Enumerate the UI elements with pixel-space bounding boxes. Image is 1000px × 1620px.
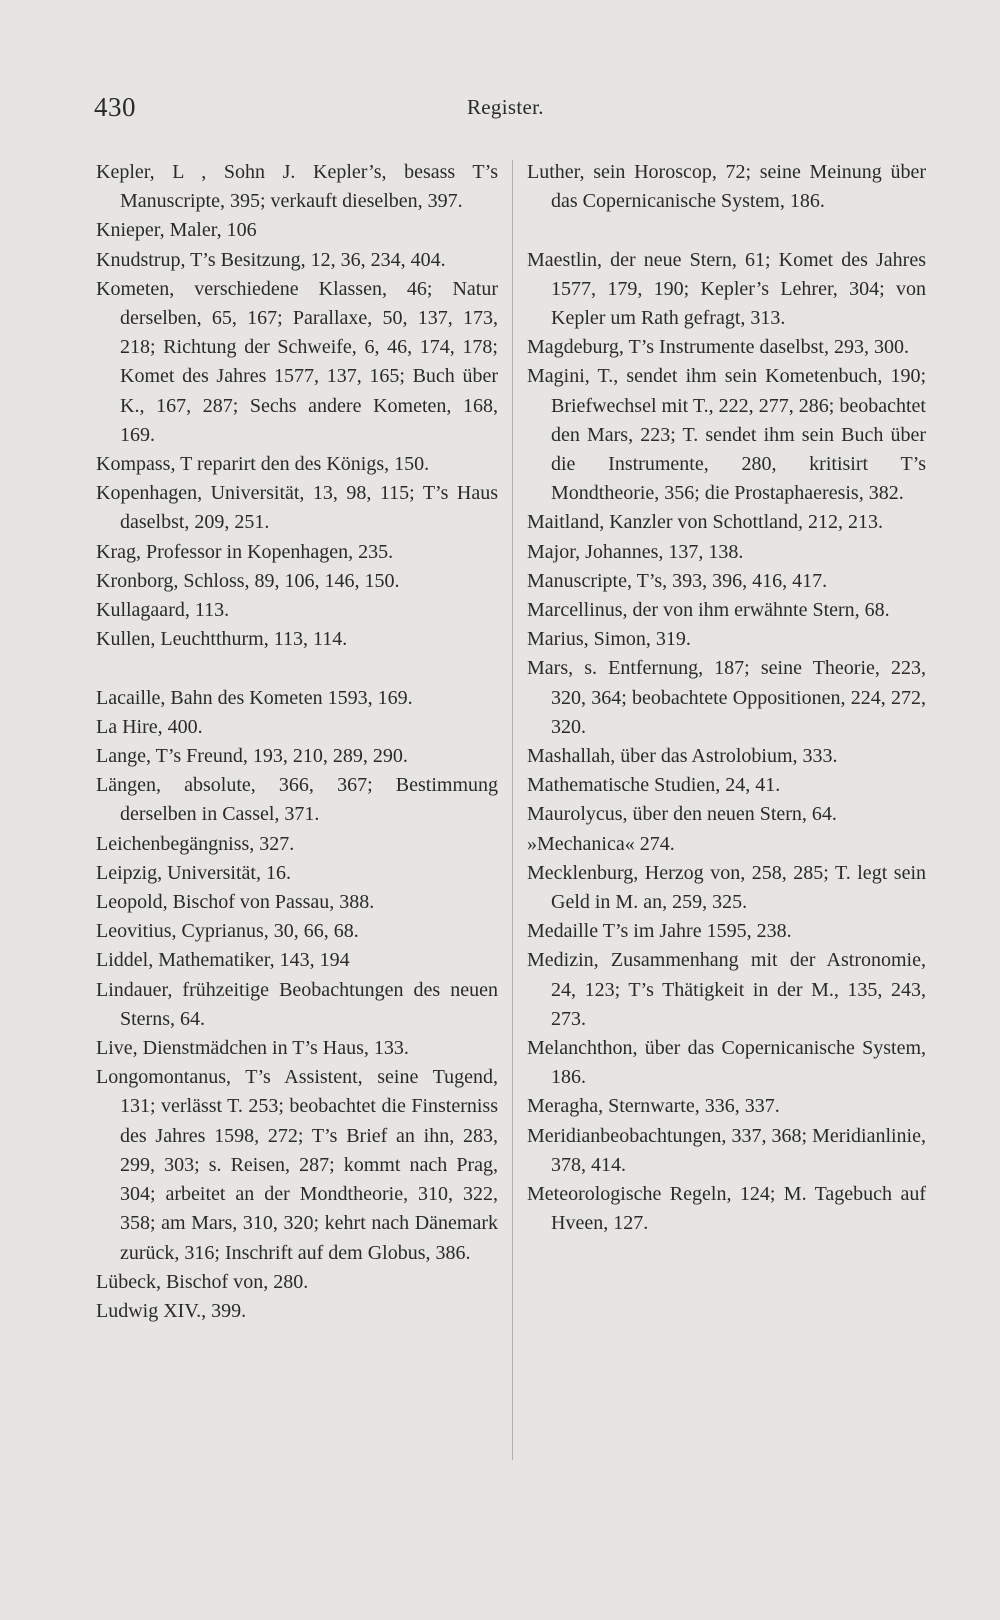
index-column-left [96,158,498,1326]
index-entry: Kopenhagen, Universität, 13, 98, 115; T’s Haus daselbst, 209, 251. [96,482,498,534]
index-entry: Magdeburg, T’s Instrumente daselbst, 293, 300. [527,336,909,359]
index-entry: Leichenbegängniss, 327. [96,832,295,855]
index-entry: Liddel, Mathematiker, 143, 194 [96,949,350,972]
index-entry: »Mechanica« 274. [527,832,675,855]
page-number: 430 [94,92,136,122]
index-entry: Live, Dienstmädchen in T’s Haus, 133. [96,1037,409,1060]
index-entry: Meridianbeobachtungen, 337, 368; Meridianlinie, 378, 414. [527,1124,926,1176]
index-entry: Medaille T’s im Jahre 1595, 238. [527,920,792,943]
index-entry: Mashallah, über das Astrolobium, 333. [527,745,838,768]
index-entry: Marius, Simon, 319. [527,628,691,651]
index-entry: Lübeck, Bischof von, 280. [96,1270,309,1293]
index-column-right [527,158,926,1239]
index-entry: Kullen, Leuchtthurm, 113, 114. [96,628,348,651]
index-entry: Maurolycus, über den neuen Stern, 64. [527,803,837,826]
index-entry: Magini, T., sendet ihm sein Kometenbuch, 190; Briefwechsel mit T., 222, 277, 286; beobachtet den Mars, 223; T. sendet ihm sein Buch über die Instrumente, 280, kritisirt T’s Mondtheorie, 356; die Prostaphaeresis, 382. [527,365,926,505]
index-entry: Knieper, Maler, 106 [96,219,257,242]
index-entry: Ludwig XIV., 399. [96,1299,247,1322]
index-entry: Lange, T’s Freund, 193, 210, 289, 290. [96,745,408,768]
index-entry: Meragha, Sternwarte, 336, 337. [527,1095,780,1118]
index-entry: Maitland, Kanzler von Schottland, 212, 213. [527,511,884,534]
index-entry: Marcellinus, der von ihm erwähnte Stern, 68. [527,599,890,622]
index-entry: Leopold, Bischof von Passau, 388. [96,891,375,914]
index-entry: Kullagaard, 113. [96,599,230,622]
index-entry: Kometen, verschiedene Klassen, 46; Natur derselben, 65, 167; Parallaxe, 50, 137, 173, 218; Richtung der Schweife, 6, 46, 174, 178; Komet des Jahres 1577, 137, 165; Buch über K., 167, 287; Sechs andere Kometen, 168, 169. [96,277,498,446]
index-entry: Meteorologische Regeln, 124; M. Tagebuch auf Hveen, 127. [527,1183,926,1235]
section-gap [527,216,926,245]
index-entry: Kronborg, Schloss, 89, 106, 146, 150. [96,569,400,592]
index-entry: La Hire, 400. [96,715,203,738]
index-entry: Mecklenburg, Herzog von, 258, 285; T. legt sein Geld in M. an, 259, 325. [527,861,926,914]
index-entry: Lindauer, frühzeitige Beobachtungen des neuen Sterns, 64. [96,978,498,1030]
index-entry: Mars, s. Entfernung, 187; seine Theorie, 223, 320, 364; beobachtete Oppositionen, 224, 272, 320. [527,657,926,738]
index-entry: Mathematische Studien, 24, 41. [527,774,781,797]
index-entry: Krag, Professor in Kopenhagen, 235. [96,540,394,563]
section-gap [96,654,498,683]
index-entry: Manuscripte, T’s, 393, 396, 416, 417. [527,569,828,592]
index-entry: Lacaille, Bahn des Kometen 1593, 169. [96,686,413,709]
index-entry: Knudstrup, T’s Besitzung, 12, 36, 234, 404. [96,248,446,271]
running-head: Register. [467,95,544,119]
column-divider [512,160,513,1460]
index-entry: Maestlin, der neue Stern, 61; Komet des Jahres 1577, 179, 190; Kepler’s Lehrer, 304; von Kepler um Rath gefragt, 313. [527,248,926,329]
index-entry: Leipzig, Universität, 16. [96,861,291,884]
index-entry: Längen, absolute, 366, 367; Bestimmung derselben in Cassel, 371. [96,774,498,826]
index-entry: Melanchthon, über das Copernicanische System, 186. [527,1037,926,1089]
index-entry: Major, Johannes, 137, 138. [527,540,744,563]
index-entry: Kepler, L , Sohn J. Kepler’s, besass T’s Manuscripte, 395; verkauft dieselben, 397. [96,161,498,213]
index-entry: Leovitius, Cyprianus, 30, 66, 68. [96,920,359,943]
index-entry: Longomontanus, T’s Assistent, seine Tugend, 131; verlässt T. 253; beobachtet die Finsterniss des Jahres 1598, 272; T’s Brief an ihn, 283, 299, 303; s. Reisen, 287; kommt nach Prag, 304; arbeitet an der Mondtheorie, 310, 322, 358; am Mars, 310, 320; kehrt nach Dänemark zurück, 316; Inschrift auf dem Globus, 386. [96,1066,498,1264]
index-entry: Kompass, T reparirt den des Königs, 150. [96,453,430,476]
index-entry: Luther, sein Horoscop, 72; seine Meinung über das Copernicanische System, 186. [527,161,926,213]
index-entry: Medizin, Zusammenhang mit der Astronomie, 24, 123; T’s Thätigkeit in der M., 135, 243, 273. [527,949,926,1030]
